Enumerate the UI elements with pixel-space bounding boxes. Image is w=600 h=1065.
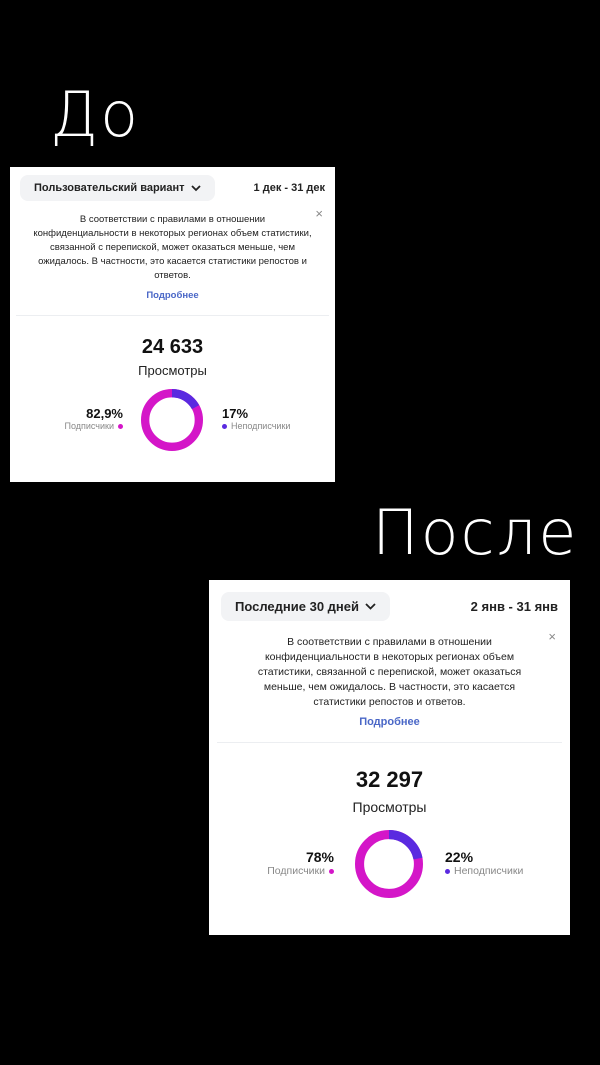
subscribers-dot — [118, 424, 123, 429]
learn-more-link[interactable]: Подробнее — [359, 716, 420, 728]
period-dropdown[interactable] — [20, 175, 215, 201]
privacy-notice — [16, 206, 329, 316]
after-heading: После — [372, 496, 579, 569]
subscribers-stat — [64, 406, 123, 431]
non-subscribers-stat — [445, 849, 523, 877]
views-total: 24 633 — [141, 336, 204, 358]
non-subscribers-stat — [222, 406, 290, 431]
non-subscribers-percent: 22% — [445, 849, 474, 865]
audience-breakdown — [10, 388, 335, 466]
chevron-down-icon — [365, 603, 376, 610]
subscribers-percent: 82,9% — [86, 406, 123, 421]
date-range: 2 янв - 31 янв — [470, 599, 558, 614]
period-dropdown-label: Пользовательский вариант — [34, 182, 185, 194]
privacy-notice — [217, 629, 562, 743]
audience-donut — [140, 388, 204, 452]
stats-card-after — [209, 580, 570, 935]
date-range: 1 дек - 31 дек — [253, 182, 325, 194]
learn-more-link[interactable]: Подробнее — [146, 290, 199, 301]
close-icon[interactable]: × — [315, 206, 323, 221]
audience-donut — [354, 829, 424, 899]
stats-card-before — [10, 167, 335, 482]
audience-breakdown — [209, 829, 570, 909]
views-label: Просмотры — [138, 363, 207, 378]
subscribers-stat — [267, 849, 334, 877]
privacy-notice-text: В соответствии с правилами в отношении конфиденциальности в некоторых регионах объем статистики, связанной с перепиской, может оказаться меньше, чем ожидалось. В частности, это касается статистики репостов и ответов. — [257, 636, 522, 708]
non-subscribers-dot — [222, 424, 227, 429]
non-subscribers-dot — [445, 869, 450, 874]
subscribers-label: Подписчики — [64, 421, 114, 431]
card-header — [209, 580, 570, 621]
period-dropdown[interactable] — [221, 592, 390, 621]
non-subscribers-label: Неподписчики — [454, 865, 524, 877]
views-label: Просмотры — [352, 799, 427, 815]
close-icon[interactable]: × — [548, 629, 556, 644]
non-subscribers-label: Неподписчики — [231, 421, 291, 431]
period-dropdown-label: Последние 30 дней — [235, 599, 359, 614]
subscribers-dot — [329, 869, 334, 874]
privacy-notice-text: В соответствии с правилами в отношении конфиденциальности в некоторых регионах объем статистики, связанной с перепиской, может оказаться меньше, чем ожидалось. В частности, это касается статистики репостов и ответов. — [33, 214, 312, 281]
views-total: 32 297 — [355, 767, 424, 792]
subscribers-label: Подписчики — [267, 865, 325, 877]
non-subscribers-percent: 17% — [222, 406, 249, 421]
card-header — [10, 167, 335, 201]
chevron-down-icon — [191, 185, 201, 192]
before-heading: До — [50, 78, 141, 151]
subscribers-percent: 78% — [305, 849, 334, 865]
